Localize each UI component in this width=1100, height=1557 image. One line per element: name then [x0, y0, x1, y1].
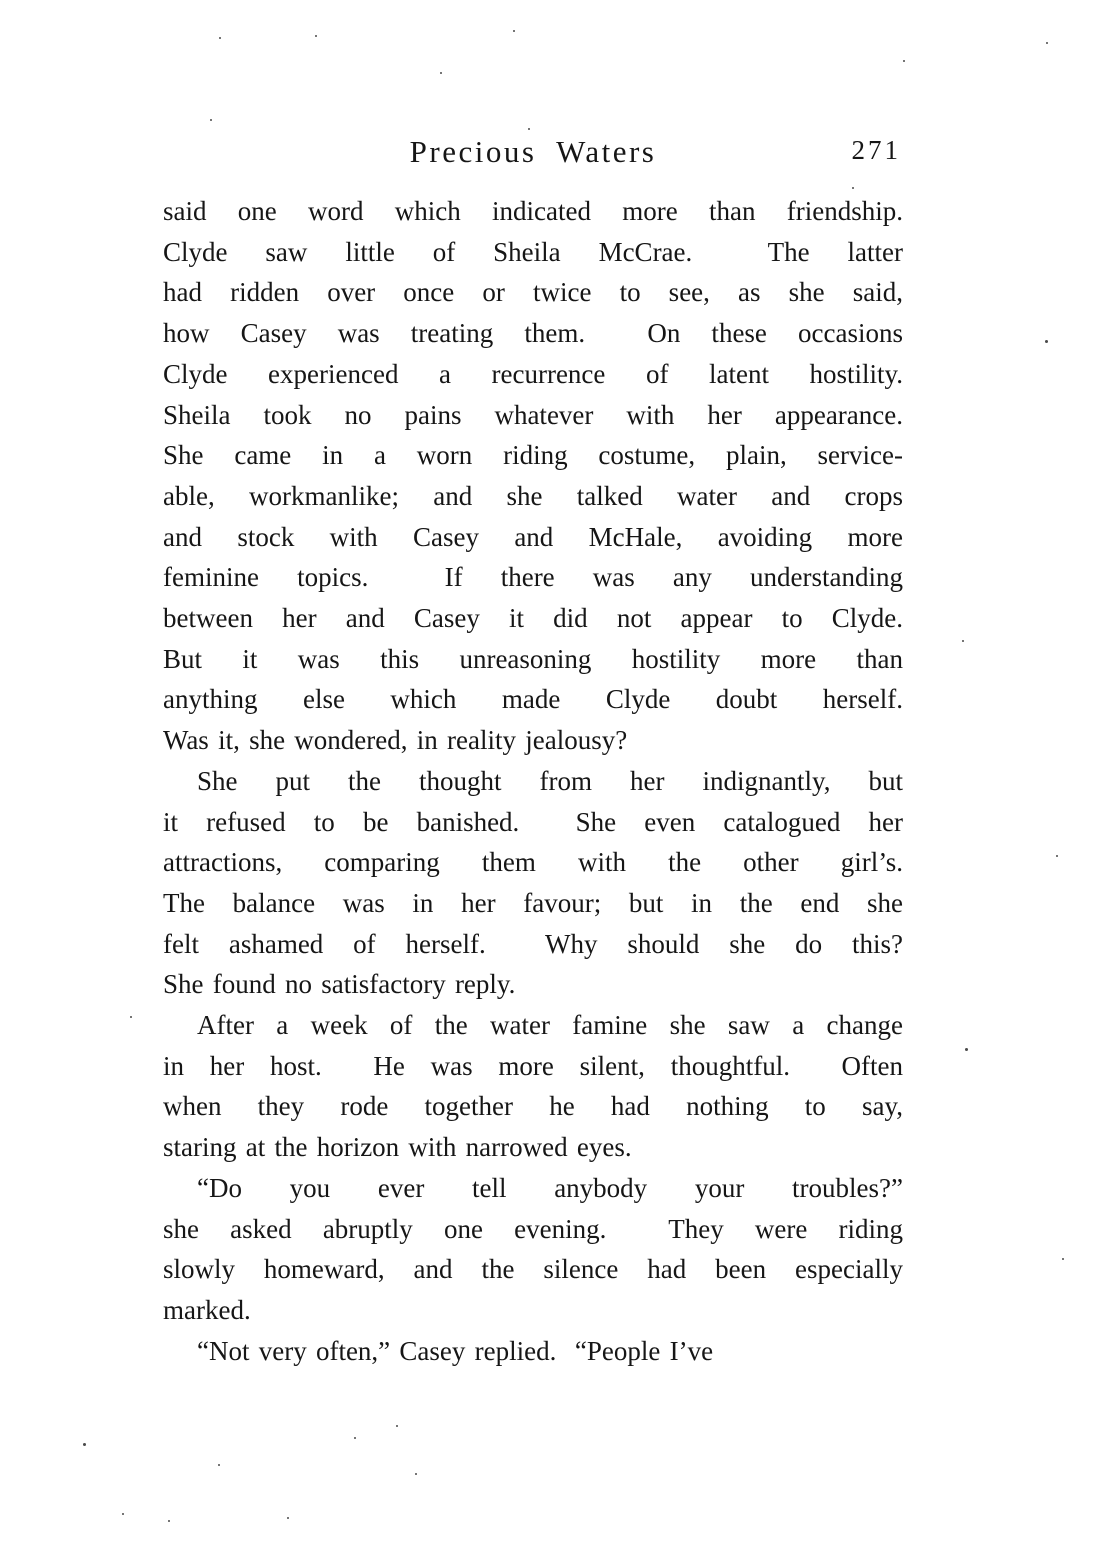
text-line: After a week of the water famine she saw a change	[197, 1010, 903, 1041]
text-line: when they rode together he had nothing to say,	[163, 1091, 903, 1122]
text-line: Clyde saw little of Sheila McCrae. The latter	[163, 236, 903, 267]
text-line: She came in a worn riding costume, plain, service-	[163, 440, 903, 471]
scan-speck	[396, 1425, 398, 1427]
paragraph	[163, 1168, 903, 1331]
text-line: how Casey was treating them. On these occasions	[163, 318, 903, 349]
scan-speck	[83, 1443, 86, 1446]
text-line: she asked abruptly one evening. They were riding	[163, 1213, 903, 1244]
text-line: able, workmanlike; and she talked water and crops	[163, 480, 903, 511]
running-title: Precious Waters	[409, 134, 657, 169]
body-text	[163, 191, 903, 1371]
text-line: attractions, comparing them with the other girl’s.	[163, 847, 903, 878]
scan-speck	[315, 35, 317, 37]
text-line: But it was this unreasoning hostility more than	[163, 643, 903, 674]
scan-speck	[122, 1513, 124, 1515]
scan-speck	[415, 1473, 417, 1475]
text-line: slowly homeward, and the silence had been especially	[163, 1254, 903, 1285]
text-line: marked.	[163, 1294, 251, 1325]
text-line: between her and Casey it did not appear to Clyde.	[163, 603, 903, 634]
text-line: Sheila took no pains whatever with her appearance.	[163, 399, 903, 430]
paragraph	[163, 191, 903, 761]
text-line: Was it, she wondered, in reality jealousy?	[163, 725, 628, 756]
scan-speck	[440, 72, 442, 74]
text-line: anything else which made Clyde doubt herself.	[163, 684, 903, 715]
text-line: feminine topics. If there was any understanding	[163, 562, 903, 593]
paragraph	[163, 761, 903, 1005]
text-line: Clyde experienced a recurrence of latent hostility.	[163, 358, 903, 389]
text-line: said one word which indicated more than friendship.	[163, 196, 903, 226]
text-line: “Do you ever tell anybody your troubles?”	[197, 1172, 903, 1203]
paragraph	[163, 1005, 903, 1168]
text-line: The balance was in her favour; but in the end she	[163, 887, 903, 918]
text-line: felt ashamed of herself. Why should she do this?	[163, 928, 903, 959]
scan-speck	[965, 1048, 968, 1051]
text-line: and stock with Casey and McHale, avoiding more	[163, 521, 903, 552]
scan-speck	[528, 128, 530, 130]
scan-speck	[1045, 340, 1048, 343]
scan-speck	[1062, 1258, 1064, 1260]
scan-speck	[210, 119, 212, 121]
scan-speck	[354, 1437, 356, 1439]
scan-speck	[130, 1016, 132, 1018]
text-line: had ridden over once or twice to see, as she said,	[163, 277, 903, 308]
scan-speck	[218, 1464, 220, 1466]
text-line: in her host. He was more silent, thoughtful. Often	[163, 1050, 903, 1081]
text-line: She put the thought from her indignantly, but	[197, 765, 903, 796]
text-line: She found no satisfactory reply.	[163, 969, 516, 1000]
paragraph	[163, 1331, 903, 1372]
text-line: staring at the horizon with narrowed eyes.	[163, 1132, 632, 1163]
scan-speck	[168, 1520, 170, 1522]
text-line: “Not very often,” Casey replied. “People I’ve	[197, 1335, 714, 1366]
scan-speck	[962, 640, 964, 642]
text-column	[163, 130, 903, 1371]
page-number: 271	[851, 135, 901, 165]
scan-speck	[852, 187, 854, 189]
text-line: it refused to be banished. She even catalogued her	[163, 806, 903, 837]
scan-speck	[1056, 855, 1058, 857]
scan-speck	[287, 1517, 289, 1519]
scan-speck	[219, 37, 221, 39]
scan-speck	[513, 30, 515, 32]
page-header	[163, 130, 903, 176]
scan-speck	[1046, 42, 1048, 44]
scan-speck	[903, 60, 905, 62]
